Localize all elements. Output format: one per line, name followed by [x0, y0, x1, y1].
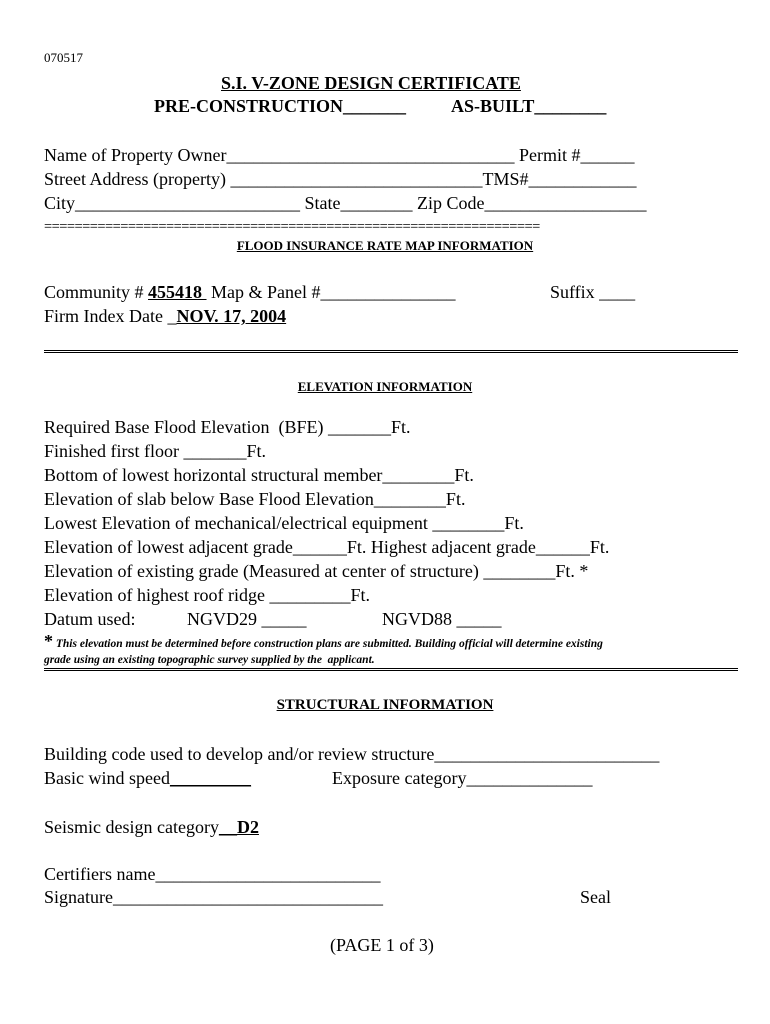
bfe-line[interactable]: Required Base Flood Elevation (BFE) _______Ft.	[44, 417, 411, 437]
city-state-zip-line[interactable]: City_________________________ State________ Zip Code__________________	[44, 193, 647, 213]
note-asterisk: *	[44, 631, 53, 651]
ngvd29-field[interactable]: NGVD29 _____	[187, 609, 307, 629]
wind-speed-label: Basic wind speed	[44, 768, 170, 788]
signature-field[interactable]: Signature______________________________	[44, 887, 383, 907]
page-number: (PAGE 1 of 3)	[330, 935, 434, 955]
note-line-1: This elevation must be determined before construction plans are submitted. Building official will determine existing	[53, 638, 603, 650]
firm-index-label: Firm Index Date _	[44, 306, 177, 326]
finished-floor-line[interactable]: Finished first floor _______Ft.	[44, 441, 267, 461]
elevation-note	[44, 633, 603, 653]
wind-speed-blank[interactable]: _________	[169, 768, 251, 788]
community-label: Community #	[44, 282, 149, 302]
elevation-section-title: ELEVATION INFORMATION	[297, 379, 473, 394]
separator: =================================================================	[44, 219, 540, 235]
structural-section-title: STRUCTURAL INFORMATION	[276, 697, 494, 713]
certificate-title: S.I. V-ZONE DESIGN CERTIFICATE	[221, 73, 521, 93]
ngvd88-field[interactable]: NGVD88 _____	[382, 609, 502, 629]
pre-construction-field[interactable]: PRE-CONSTRUCTION_______	[154, 96, 407, 116]
suffix-field[interactable]: Suffix ____	[550, 282, 636, 302]
elevation-note-continued: grade using an existing topographic survey supplied by the applicant.	[44, 654, 375, 666]
seal-label: Seal	[580, 887, 611, 907]
roof-ridge-line[interactable]: Elevation of highest roof ridge _________Ft.	[44, 585, 370, 605]
existing-grade-line[interactable]: Elevation of existing grade (Measured at center of structure) ________Ft. *	[44, 561, 589, 581]
firm-section-title: FLOOD INSURANCE RATE MAP INFORMATION	[236, 238, 534, 253]
doc-code: 070517	[44, 50, 83, 65]
owner-permit-line[interactable]: Name of Property Owner________________________________ Permit #______	[44, 145, 635, 165]
seismic-line	[44, 816, 259, 838]
map-panel-field[interactable]: Map & Panel #_______________	[206, 282, 456, 302]
datum-label: Datum used:	[44, 609, 136, 629]
building-code-line[interactable]: Building code used to develop and/or review structure_________________________	[44, 744, 660, 764]
lowest-member-line[interactable]: Bottom of lowest horizontal structural member________Ft.	[44, 465, 474, 485]
firm-index-line	[44, 305, 286, 327]
exposure-category-field[interactable]: Exposure category______________	[332, 768, 593, 788]
divider-rule-2	[44, 668, 738, 671]
wind-speed-line[interactable]	[44, 767, 251, 789]
slab-elevation-line[interactable]: Elevation of slab below Base Flood Elevation________Ft.	[44, 489, 466, 509]
address-tms-line[interactable]: Street Address (property) ____________________________TMS#____________	[44, 169, 637, 189]
seismic-label: Seismic design category	[44, 817, 219, 837]
seismic-category-value: __D2	[218, 817, 259, 837]
as-built-field[interactable]: AS-BUILT________	[451, 96, 607, 116]
adjacent-grade-line[interactable]: Elevation of lowest adjacent grade______Ft. Highest adjacent grade______Ft.	[44, 537, 610, 557]
certifier-name-field[interactable]: Certifiers name_________________________	[44, 864, 381, 884]
divider-rule	[44, 350, 738, 353]
firm-index-date: NOV. 17, 2004	[176, 306, 287, 326]
community-number: 455418	[148, 282, 207, 302]
mech-equipment-line[interactable]: Lowest Elevation of mechanical/electrical equipment ________Ft.	[44, 513, 524, 533]
community-line[interactable]	[44, 281, 456, 303]
